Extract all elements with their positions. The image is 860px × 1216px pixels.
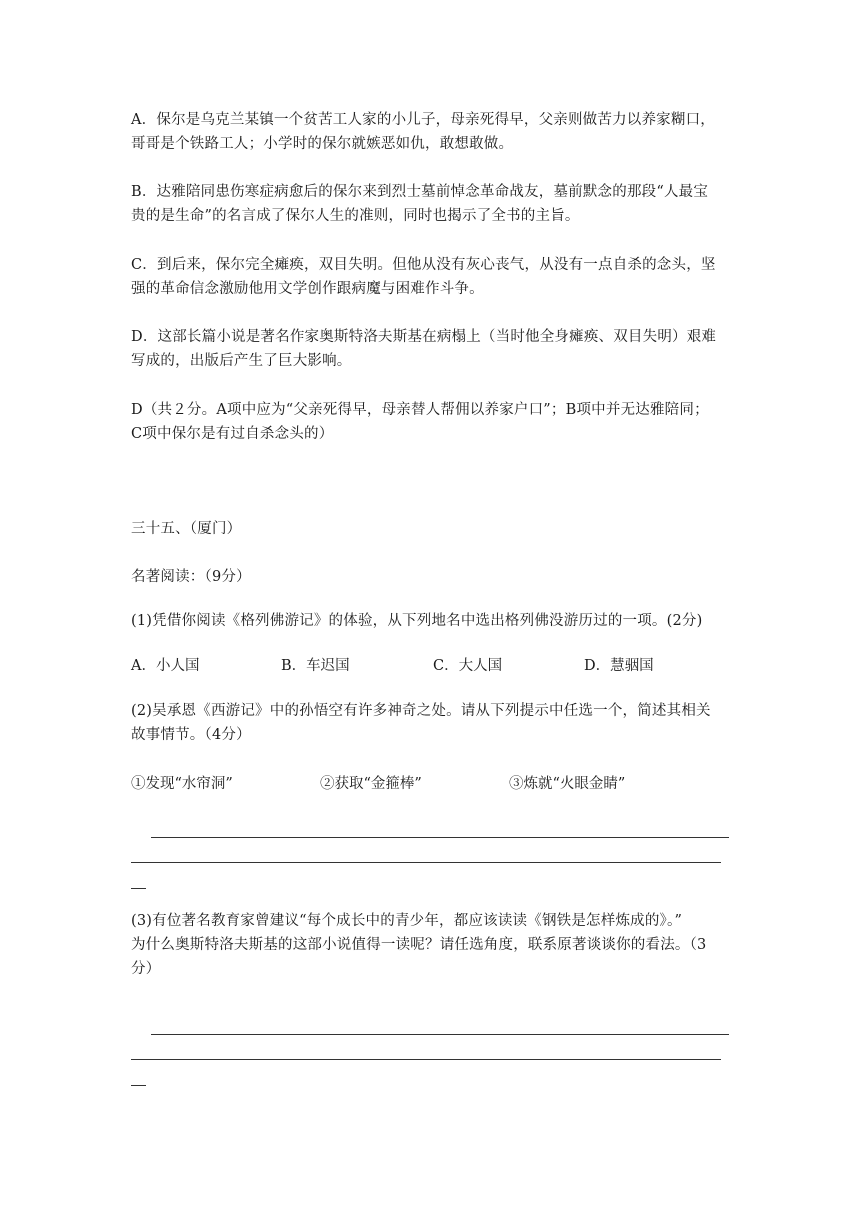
option-d-paragraph xyxy=(131,325,731,373)
option-a-paragraph xyxy=(131,108,731,156)
question-2-line-2: 故事情节。（4分） xyxy=(131,727,251,743)
answer-line-1: D（共２分。A项中应为“父亲死得早，母亲替人帮佣以养家户口”；B项中并无达雅陪同； xyxy=(131,402,709,418)
question-3 xyxy=(131,909,731,981)
option-a-line-1: A．保尔是乌克兰某镇一个贫苦工人家的小儿子，母亲死得早，父亲则做苦力以养家糊口， xyxy=(131,112,715,128)
section-intro: 名著阅读：（9分） xyxy=(131,569,251,585)
option-b-paragraph xyxy=(131,180,731,228)
answer-line-q3-3[interactable] xyxy=(131,1085,146,1086)
answer-line-q3-1[interactable] xyxy=(151,1034,729,1035)
section-header: 三十五、（厦门） xyxy=(131,521,242,537)
q1-option-b: B．车迟国 xyxy=(281,658,350,674)
option-d-line-2: 写成的，出版后产生了巨大影响。 xyxy=(131,353,352,369)
answer-line-2: C项中保尔是有过自杀念头的） xyxy=(131,426,334,442)
option-c-line-2: 强的革命信念激励他用文学创作跟病魔与困难作斗争。 xyxy=(131,281,484,297)
answer-line-q2-1[interactable] xyxy=(151,837,729,838)
question-2-line-1: (2)吴承恩《西游记》中的孙悟空有许多神奇之处。请从下列提示中任选一个，简述其相关 xyxy=(131,703,711,719)
option-b-line-1: B．达雅陪同患伤寒症病愈后的保尔来到烈士墓前悼念革命战友，墓前默念的那段“人最宝 xyxy=(131,184,709,200)
option-c-paragraph xyxy=(131,253,731,301)
option-a-line-2: 哥哥是个铁路工人；小学时的保尔就嫉恶如仇，敢想敢做。 xyxy=(131,136,514,152)
question-2 xyxy=(131,699,731,747)
question-1: (1)凭借你阅读《格列佛游记》的体验，从下列地名中选出格列佛没游历过的一项。(2分) xyxy=(131,613,703,629)
option-d-line-1: D．这部长篇小说是著名作家奥斯特洛夫斯基在病榻上（当时他全身瘫痪、双目失明）艰难 xyxy=(131,329,717,345)
answer-line-q3-2[interactable] xyxy=(131,1059,721,1060)
question-3-line-1: (3)有位著名教育家曾建议“每个成长中的青少年，都应该读读《钢铁是怎样炼成的》。” xyxy=(131,913,683,929)
q1-option-d: D．慧骃国 xyxy=(584,658,654,674)
question-2-options xyxy=(131,772,731,796)
q1-option-a: A．小人国 xyxy=(131,658,200,674)
answer-paragraph xyxy=(131,398,731,446)
q2-option-1: ①发现“水帘洞” xyxy=(131,776,233,792)
question-3-line-2: 为什么奥斯特洛夫斯基的这部小说值得一读呢？请任选角度，联系原著谈谈你的看法。（3 xyxy=(131,937,707,953)
answer-line-q2-2[interactable] xyxy=(131,862,721,863)
question-1-options xyxy=(131,654,731,678)
option-c-line-1: C．到后来，保尔完全瘫痪，双目失明。但他从没有灰心丧气，从没有一点自杀的念头，坚 xyxy=(131,257,716,273)
q2-option-2: ②获取“金箍棒” xyxy=(320,776,422,792)
answer-line-q2-3[interactable] xyxy=(131,888,146,889)
q1-option-c: C．大人国 xyxy=(433,658,503,674)
option-b-line-2: 贵的是生命”的名言成了保尔人生的准则，同时也揭示了全书的主旨。 xyxy=(131,208,580,224)
q2-option-3: ③炼就“火眼金睛” xyxy=(509,776,626,792)
question-3-line-3: 分） xyxy=(131,961,161,977)
